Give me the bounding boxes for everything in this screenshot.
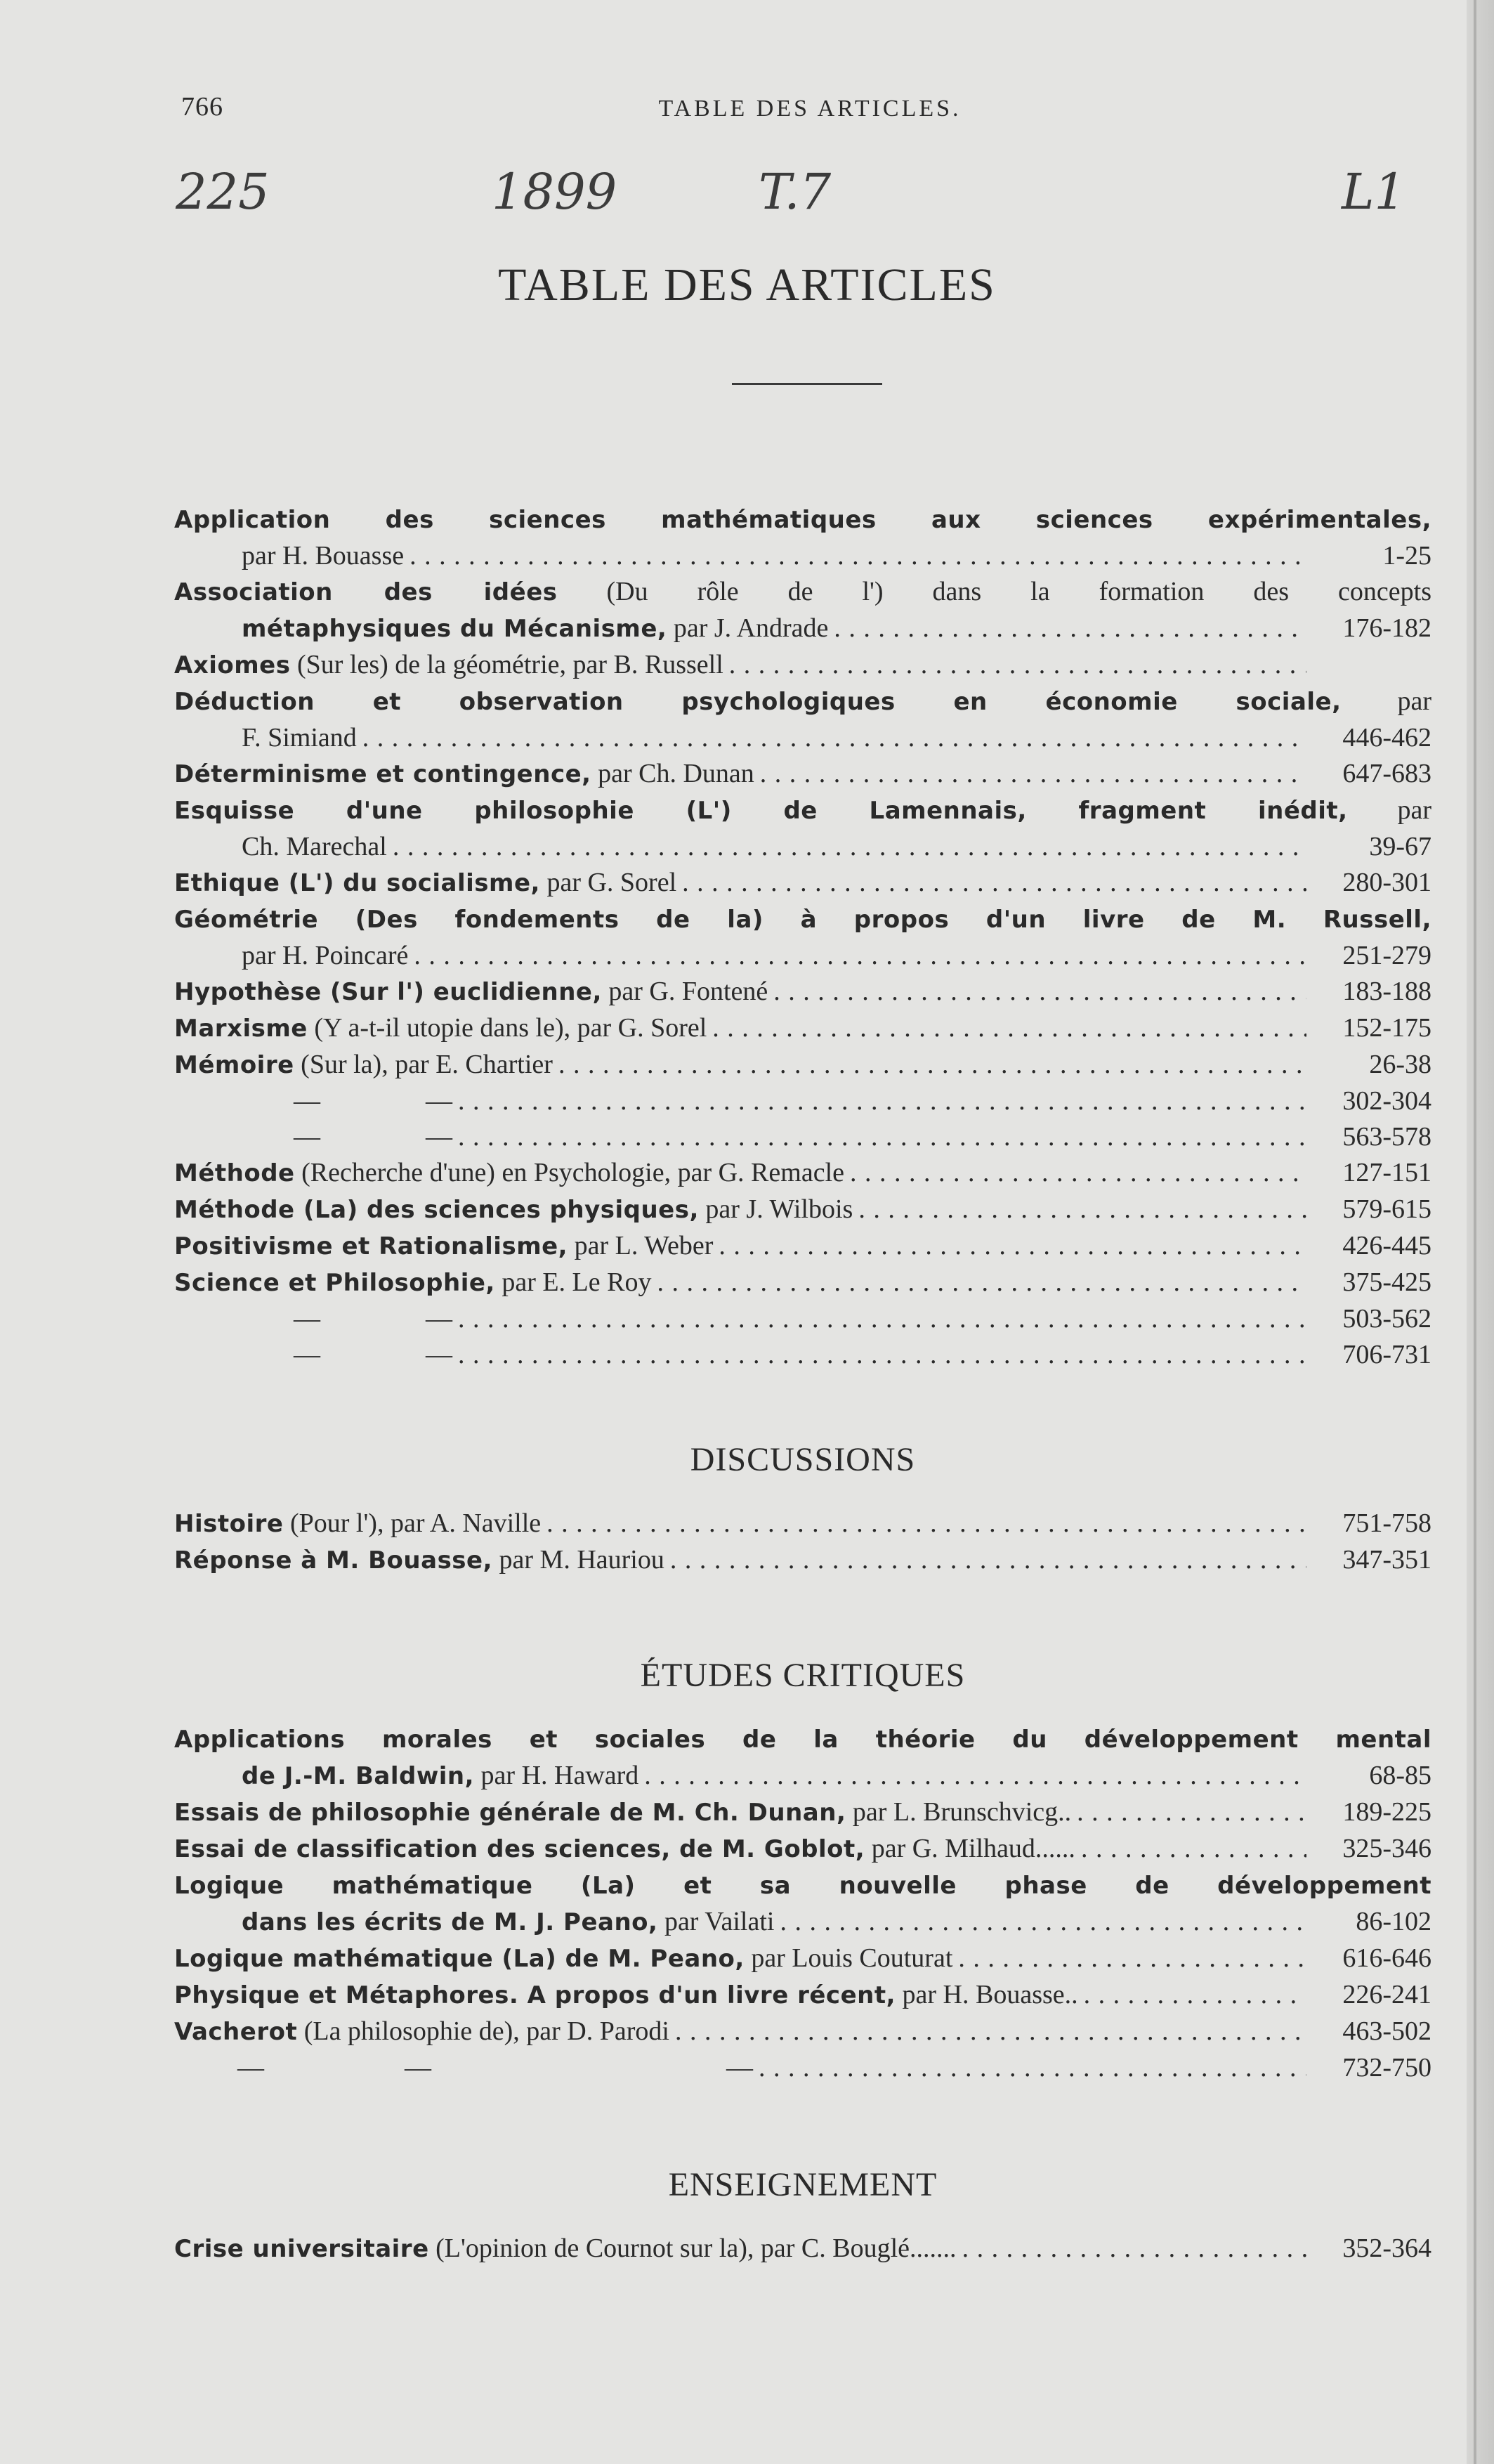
- toc-entry: [174, 684, 1431, 756]
- ditto-dash: —: [426, 1122, 452, 1152]
- toc-entry: [174, 1119, 1431, 1155]
- entry-keyword: Positivisme et Rationalisme,: [174, 1232, 568, 1260]
- dot-leader: [773, 974, 1306, 1010]
- entry-text: par H. Bouasse: [242, 541, 405, 571]
- page-range: 302-304: [1342, 1086, 1431, 1116]
- entry-keyword: Vacherot: [174, 2018, 298, 2046]
- dot-leader: [1077, 1794, 1306, 1830]
- page-range: 347-351: [1342, 1545, 1431, 1575]
- dot-leader: [1084, 1977, 1306, 2013]
- toc-line: [174, 793, 1431, 829]
- toc-line: [174, 684, 1431, 720]
- page-range: 176-182: [1342, 613, 1431, 643]
- discussions-section: [174, 1442, 1431, 1579]
- toc-line: [174, 502, 1431, 538]
- toc-entry: [174, 756, 1431, 793]
- toc-entry: [174, 2231, 1431, 2267]
- toc-entry: [174, 2050, 1431, 2086]
- title-divider: [732, 383, 882, 385]
- dot-leader: [414, 938, 1306, 974]
- dot-leader: [760, 756, 1306, 792]
- entry-keyword: Géométrie (Des fondements de la) à propos d'un livre de M. Russell,: [174, 906, 1431, 934]
- page-range: 426-445: [1342, 1231, 1431, 1260]
- toc-entry: [174, 1542, 1431, 1579]
- ditto-dash: —: [426, 1304, 452, 1334]
- entry-text: (Y a-t-il utopie dans le), par G. Sorel: [307, 1013, 707, 1043]
- entry-text: (La philosophie de), par D. Parodi: [297, 2016, 669, 2046]
- entry-text: F. Simiand: [242, 723, 357, 752]
- dot-leader: [546, 1506, 1306, 1541]
- toc-line: [174, 1265, 1431, 1301]
- page-range: 751-758: [1342, 1508, 1431, 1538]
- toc-line: [174, 1047, 1431, 1083]
- toc-line: [174, 2050, 1431, 2086]
- entry-text: (L'opinion de Cournot sur la), par C. Bouglé.......: [428, 2234, 957, 2263]
- entry-text: par Louis Couturat: [744, 1943, 953, 1973]
- page-range: 127-151: [1342, 1158, 1431, 1187]
- toc-line: [174, 1721, 1431, 1758]
- page-range: 647-683: [1342, 759, 1431, 788]
- entry-text: par L. Brunschvicg..: [846, 1797, 1072, 1827]
- entry-keyword: métaphysiques du Mécanisme,: [242, 615, 667, 643]
- toc-line: [174, 574, 1431, 611]
- page-range: 503-562: [1342, 1304, 1431, 1334]
- toc-line: [174, 1867, 1431, 1904]
- running-title: TABLE DES ARTICLES.: [658, 96, 962, 122]
- handwritten-note: 225: [176, 163, 270, 221]
- ditto-dash: —: [726, 2053, 753, 2082]
- page-range: 732-750: [1342, 2053, 1431, 2082]
- toc-entry: [174, 1721, 1431, 1794]
- enseignement-section: [174, 2168, 1431, 2267]
- toc-line: [174, 720, 1431, 756]
- page-range: 183-188: [1342, 977, 1431, 1006]
- page-number: 766: [181, 92, 223, 122]
- toc-entry: [174, 901, 1431, 974]
- dot-leader: [729, 647, 1306, 683]
- toc-line: [174, 1542, 1431, 1579]
- dot-leader: [458, 1337, 1306, 1373]
- toc-entry: [174, 974, 1431, 1010]
- page-range: 563-578: [1342, 1122, 1431, 1152]
- toc-line: [174, 1010, 1431, 1047]
- dot-leader: [759, 2050, 1306, 2086]
- toc-entry: [174, 1301, 1431, 1337]
- dot-leader: [670, 1542, 1306, 1578]
- handwritten-note: T.7: [759, 163, 832, 221]
- running-head: [181, 91, 1439, 133]
- toc-line: [174, 938, 1431, 974]
- page-range: 68-85: [1369, 1761, 1431, 1790]
- toc-line: [174, 901, 1431, 938]
- toc-line: [174, 1941, 1431, 1977]
- entry-keyword: Crise universitaire: [174, 2235, 429, 2263]
- toc-entry: [174, 1506, 1431, 1542]
- entry-keyword: Logique mathématique (La) de M. Peano,: [174, 1945, 745, 1973]
- ditto-dash: —: [294, 1122, 320, 1152]
- dot-leader: [393, 829, 1306, 865]
- dot-leader: [458, 1301, 1306, 1337]
- toc-entry: [174, 865, 1431, 901]
- toc-entry: [174, 1047, 1431, 1083]
- dot-leader: [858, 1192, 1306, 1227]
- toc-line: [174, 756, 1431, 793]
- dot-leader: [1081, 1831, 1306, 1867]
- articles-list: [174, 502, 1431, 1373]
- dot-leader: [409, 538, 1306, 574]
- ditto-dash: —: [237, 2053, 264, 2082]
- handwritten-note: 1899: [492, 163, 617, 221]
- dot-leader: [458, 1083, 1306, 1119]
- entry-keyword: Science et Philosophie,: [174, 1269, 495, 1297]
- discussions-list: [174, 1506, 1431, 1579]
- entry-keyword: Méthode: [174, 1159, 295, 1187]
- toc-line: [174, 974, 1431, 1010]
- entry-text: (Sur la), par E. Chartier: [294, 1050, 553, 1079]
- toc-line: [174, 1506, 1431, 1542]
- entry-text: par H. Haward: [474, 1761, 639, 1790]
- dot-leader: [558, 1047, 1306, 1083]
- articles-section: [174, 502, 1431, 1373]
- section-heading: DISCUSSIONS: [690, 1441, 916, 1478]
- entry-text: par E. Le Roy: [494, 1267, 652, 1297]
- entry-text: par L. Weber: [568, 1231, 714, 1260]
- entry-text: par G. Sorel: [539, 868, 677, 897]
- dot-leader: [719, 1228, 1306, 1264]
- toc-entry: [174, 793, 1431, 865]
- enseignement-list: [174, 2231, 1431, 2267]
- page-range: 706-731: [1342, 1340, 1431, 1369]
- entry-keyword: Histoire: [174, 1510, 284, 1538]
- dot-leader: [962, 2231, 1306, 2267]
- page-range: 189-225: [1342, 1797, 1431, 1827]
- page-range: 616-646: [1342, 1943, 1431, 1973]
- ditto-dash: —: [294, 1086, 320, 1116]
- page-range: 86-102: [1356, 1907, 1431, 1936]
- page-edge: [1474, 0, 1476, 2464]
- toc-line: [174, 1301, 1431, 1337]
- toc-line: [174, 1083, 1431, 1119]
- toc-line: [174, 2231, 1431, 2267]
- dot-leader: [958, 1941, 1306, 1976]
- entry-keyword: Applications morales et sociales de la théorie du développement mental: [174, 1726, 1431, 1754]
- toc-line: [174, 1831, 1431, 1867]
- entry-keyword: Esquisse d'une philosophie (L') de Lamennais, fragment inédit,: [174, 797, 1348, 825]
- toc-entry: [174, 647, 1431, 684]
- entry-keyword: Application des sciences mathématiques aux sciences expérimentales,: [174, 506, 1431, 534]
- toc-line: [174, 647, 1431, 684]
- toc-line: [174, 2014, 1431, 2050]
- entry-keyword: Déterminisme et contingence,: [174, 760, 591, 788]
- dot-leader: [644, 1758, 1306, 1794]
- handwritten-note: L1: [1342, 163, 1406, 221]
- toc-line: [174, 1155, 1431, 1192]
- entry-text: par Vailati: [657, 1907, 775, 1936]
- entry-text: par H. Bouasse..: [896, 1980, 1078, 2009]
- page-range: 463-502: [1342, 2016, 1431, 2046]
- dot-leader: [675, 2014, 1306, 2049]
- ditto-dash: —: [294, 1304, 320, 1334]
- ditto-dash: —: [426, 1340, 452, 1369]
- entry-keyword: Ethique (L') du socialisme,: [174, 869, 540, 897]
- toc-line: [174, 1119, 1431, 1155]
- dot-leader: [712, 1010, 1306, 1046]
- section-heading: ENSEIGNEMENT: [668, 2166, 938, 2203]
- page-range: 152-175: [1342, 1013, 1431, 1043]
- toc-entry: [174, 1867, 1431, 1941]
- toc-line: [174, 1794, 1431, 1831]
- entry-keyword: Méthode (La) des sciences physiques,: [174, 1196, 699, 1224]
- toc-entry: [174, 1155, 1431, 1192]
- toc-line: [174, 829, 1431, 865]
- entry-keyword: Axiomes: [174, 651, 291, 679]
- etudes-section: [174, 1658, 1431, 2086]
- entry-text: par G. Fontené: [601, 977, 768, 1006]
- etudes-list: [174, 1721, 1431, 2086]
- entry-keyword: de J.-M. Baldwin,: [242, 1762, 475, 1790]
- page-title: TABLE DES ARTICLES: [498, 259, 996, 311]
- page-gutter-shadow: [1467, 0, 1494, 2464]
- entry-text: par J. Wilbois: [698, 1194, 853, 1224]
- dot-leader: [362, 720, 1306, 756]
- page-range: 39-67: [1369, 832, 1431, 861]
- toc-entry: [174, 2014, 1431, 2050]
- toc-entry: [174, 574, 1431, 647]
- entry-keyword: Marxisme: [174, 1015, 308, 1043]
- page-range: 226-241: [1342, 1980, 1431, 2009]
- entry-text: (Du rôle de l') dans la formation des concepts: [557, 577, 1431, 606]
- section-heading: ÉTUDES CRITIQUES: [640, 1657, 966, 1694]
- entry-text: Ch. Marechal: [242, 832, 387, 861]
- toc-entry: [174, 1977, 1431, 2014]
- entry-text: (Pour l'), par A. Naville: [283, 1508, 542, 1538]
- toc-entry: [174, 1010, 1431, 1047]
- toc-line: [174, 1228, 1431, 1265]
- entry-text: par: [1347, 795, 1431, 825]
- entry-text: par J. Andrade: [667, 613, 829, 643]
- page-range: 251-279: [1342, 941, 1431, 970]
- toc-entry: [174, 1794, 1431, 1831]
- page-range: 375-425: [1342, 1267, 1431, 1297]
- toc-entry: [174, 502, 1431, 574]
- toc-entry: [174, 1337, 1431, 1373]
- toc-line: [174, 865, 1431, 901]
- toc-entry: [174, 1265, 1431, 1301]
- entry-keyword: Logique mathématique (La) et sa nouvelle phase de développement: [174, 1872, 1431, 1900]
- entry-text: par Ch. Dunan: [591, 759, 754, 788]
- entry-text: par M. Hauriou: [492, 1545, 664, 1575]
- entry-text: par H. Poincaré: [242, 941, 409, 970]
- page-range: 579-615: [1342, 1194, 1431, 1224]
- toc-line: [174, 611, 1431, 647]
- ditto-dash: —: [405, 2053, 431, 2082]
- ditto-dash: —: [294, 1340, 320, 1369]
- dot-leader: [780, 1904, 1306, 1940]
- dot-leader: [682, 865, 1306, 901]
- toc-line: [174, 1192, 1431, 1228]
- entry-text: par: [1341, 686, 1431, 716]
- entry-keyword: dans les écrits de M. J. Peano,: [242, 1908, 658, 1936]
- toc-line: [174, 538, 1431, 574]
- entry-keyword: Association des idées: [174, 578, 558, 606]
- entry-keyword: Mémoire: [174, 1051, 294, 1079]
- toc-line: [174, 1758, 1431, 1794]
- toc-line: [174, 1977, 1431, 2014]
- entry-keyword: Déduction et observation psychologiques en économie sociale,: [174, 688, 1342, 716]
- entry-text: (Sur les) de la géométrie, par B. Russell: [290, 650, 723, 679]
- page-range: 26-38: [1369, 1050, 1431, 1079]
- entry-text: (Recherche d'une) en Psychologie, par G. Remacle: [294, 1158, 844, 1187]
- dot-leader: [850, 1155, 1306, 1191]
- entry-keyword: Essai de classification des sciences, de M. Goblot,: [174, 1835, 865, 1863]
- dot-leader: [657, 1265, 1306, 1301]
- entry-keyword: Physique et Métaphores. A propos d'un livre récent,: [174, 1981, 896, 2009]
- page-range: 1-25: [1382, 541, 1431, 571]
- dot-leader: [458, 1119, 1306, 1155]
- entry-keyword: Réponse à M. Bouasse,: [174, 1546, 493, 1575]
- toc-entry: [174, 1083, 1431, 1119]
- dot-leader: [834, 611, 1306, 646]
- toc-entry: [174, 1831, 1431, 1867]
- page-range: 352-364: [1342, 2234, 1431, 2263]
- page-range: 446-462: [1342, 723, 1431, 752]
- page-range: 280-301: [1342, 868, 1431, 897]
- entry-keyword: Essais de philosophie générale de M. Ch. Dunan,: [174, 1799, 846, 1827]
- toc-entry: [174, 1941, 1431, 1977]
- ditto-dash: —: [426, 1086, 452, 1116]
- entry-text: par G. Milhaud......: [865, 1834, 1075, 1863]
- page-range: 325-346: [1342, 1834, 1431, 1863]
- toc-line: [174, 1337, 1431, 1373]
- toc-entry: [174, 1192, 1431, 1228]
- toc-line: [174, 1904, 1431, 1941]
- toc-entry: [174, 1228, 1431, 1265]
- entry-keyword: Hypothèse (Sur l') euclidienne,: [174, 978, 602, 1006]
